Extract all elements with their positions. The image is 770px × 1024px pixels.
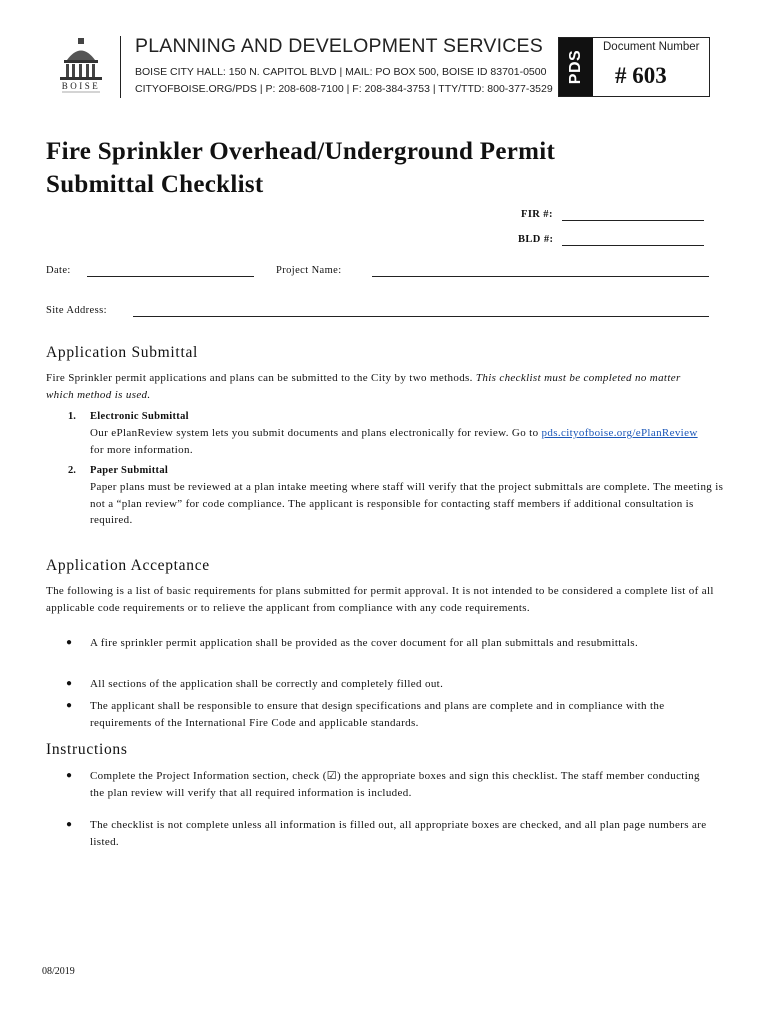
project-name-field[interactable] (372, 276, 709, 277)
header-address: BOISE CITY HALL: 150 N. CAPITOL BLVD | MAIL: PO BOX 500, BOISE ID 83701-0500 (135, 66, 547, 78)
fir-label: FIR #: (521, 209, 553, 220)
intro-text: Fire Sprinkler permit applications and plans can be submitted to the City by two methods. (46, 372, 473, 384)
page-title-line2: Submittal Checklist (46, 171, 264, 198)
footer-revision-date: 08/2019 (42, 966, 75, 977)
bullet-icon: ● (66, 770, 73, 781)
site-address-field[interactable] (133, 316, 709, 317)
section-heading-application-submittal: Application Submittal (46, 344, 199, 361)
document-number-label: Document Number (603, 41, 700, 53)
page-title (46, 135, 686, 201)
bullet-icon: ● (66, 678, 73, 689)
application-acceptance-intro: The following is a list of basic requirements for plans submitted for permit approval. It is not intended to be considered a complete list of all applicable code requirements or to relieve the applicant from compliance with any code requirements. (46, 585, 714, 614)
paper-submittal-title: Paper Submittal (90, 465, 169, 476)
page-title-line1: Fire Sprinkler Overhead/Underground Permit (46, 138, 556, 165)
document-number-box (558, 37, 710, 97)
list-item: Complete the Project Information section, check (☑) the appropriate boxes and sign this checklist. The staff member conducting the plan review will verify that all required information is included. (90, 770, 700, 799)
electronic-submittal-body: Our ePlanReview system lets you submit documents and plans electronically for review. Go to (90, 427, 539, 439)
pds-tab-label: PDS (567, 49, 584, 85)
boise-city-hall-logo (52, 36, 110, 96)
intro-italic-text: This checklist must be completed no matter which method is used. (46, 372, 681, 401)
section-heading-application-acceptance: Application Acceptance (46, 557, 210, 574)
application-submittal-intro (46, 370, 710, 403)
header-divider (120, 36, 121, 98)
svg-text:BOISE: BOISE (61, 81, 101, 91)
date-field[interactable] (87, 276, 254, 277)
electronic-submittal-title: Electronic Submittal (90, 411, 189, 422)
list-item: The checklist is not complete unless all information is filled out, all appropriate boxes are checked, and all plan page numbers are listed. (90, 819, 707, 848)
list-item: All sections of the application shall be correctly and completely filled out. (90, 678, 444, 690)
electronic-submittal-text (90, 425, 710, 458)
paper-submittal-text: Paper plans must be reviewed at a plan intake meeting where staff will verify that the project submittals are complete. The meeting is not a “plan review” for code compliance. The applicant is responsible for contacting staff members if additional consultation is required. (90, 481, 724, 526)
site-address-label: Site Address: (46, 305, 107, 316)
list-item: A fire sprinkler permit application shall be provided as the cover document for all plan submittals and resubmittals. (90, 637, 639, 649)
bullet-icon: ● (66, 637, 73, 648)
header-contact: CITYOFBOISE.ORG/PDS | P: 208-608-7100 | F: 208-384-3753 | TTY/TTD: 800-377-3529 (135, 83, 553, 95)
bullet-icon: ● (66, 700, 73, 711)
list-number: 2. (68, 465, 76, 476)
eplanreview-link[interactable]: pds.cityofboise.org/ePlanReview (541, 427, 698, 439)
section-heading-instructions: Instructions (46, 741, 128, 758)
pds-tab (559, 38, 593, 96)
list-number: 1. (68, 411, 76, 422)
date-label: Date: (46, 265, 71, 276)
document-number: # 603 (615, 63, 667, 88)
bullet-icon: ● (66, 819, 73, 830)
electronic-submittal-after: for more information. (90, 443, 193, 456)
fir-field[interactable] (562, 220, 704, 221)
department-title: PLANNING AND DEVELOPMENT SERVICES (135, 35, 543, 57)
bld-field[interactable] (562, 245, 704, 246)
bld-label: BLD #: (518, 234, 554, 245)
project-name-label: Project Name: (276, 265, 342, 276)
list-item: The applicant shall be responsible to ensure that design specifications and plans are complete and in compliance with the requirements of the International Fire Code and applicable standards. (90, 700, 665, 729)
